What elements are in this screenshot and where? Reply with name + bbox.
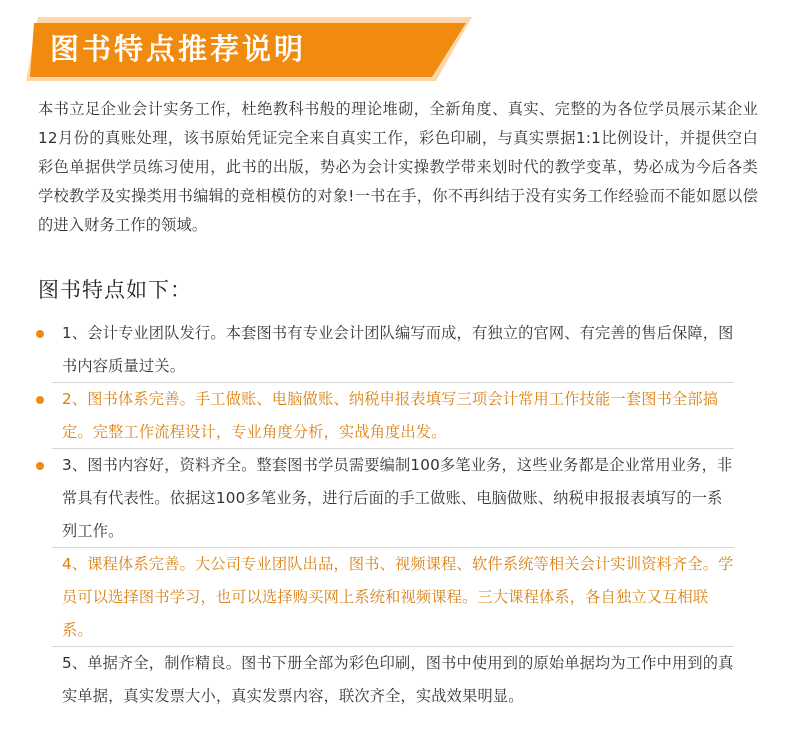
feature-item-4: 4、课程体系完善。大公司专业团队出品，图书、视频课程、软件系统等相关会计实训资料齐全。学员可以选择图书学习，也可以选择购买网上系统和视频课程。三大课程体系，各自独立又互相联系。 (62, 555, 734, 639)
features-heading: 图书特点如下： (38, 278, 192, 302)
feature-bullet-3 (36, 462, 44, 470)
feature-item-5: 5、单据齐全，制作精良。图书下册全部为彩色印刷，图书中使用到的原始单据均为工作中用到的真实单据，真实发票大小，真实发票内容，联次齐全，实战效果明显。 (62, 654, 734, 705)
feature-item-1: 1、会计专业团队发行。本套图书有专业会计团队编写而成，有独立的官网、有完善的售后保障，图书内容质量过关。 (62, 324, 734, 375)
banner-title: 图书特点推荐说明 (50, 32, 307, 66)
feature-bullet-2 (36, 396, 44, 404)
section-banner (26, 17, 472, 81)
intro-paragraph: 本书立足企业会计实务工作，杜绝教科书般的理论堆砌，全新角度、真实、完整的为各位学员展示某企业12月份的真账处理，该书原始凭证完全来自真实工作，彩色印刷，与真实票据1:1比例设计，并提供空白彩色单据供学员练习使用，此书的出版，势必为会计实操教学带来划时代的教学变革，势必成为今后各类学校教学及实操类用书编辑的竞相模仿的对象!一书在手，你不再纠结于没有实务工作经验而不能如愿以偿的进入财务工作的领域。 (38, 100, 758, 234)
feature-item-3: 3、图书内容好，资料齐全。整套图书学员需要编制100多笔业务，这些业务都是企业常用业务，非常具有代表性。依据这100多笔业务，进行后面的手工做账、电脑做账、纳税申报报表填写的一系列工作。 (62, 456, 733, 540)
feature-bullet-1 (36, 330, 44, 338)
feature-item-2: 2、图书体系完善。手工做账、电脑做账、纳税申报表填写三项会计常用工作技能一套图书全部搞定。完整工作流程设计，专业角度分析，实战角度出发。 (62, 390, 719, 441)
